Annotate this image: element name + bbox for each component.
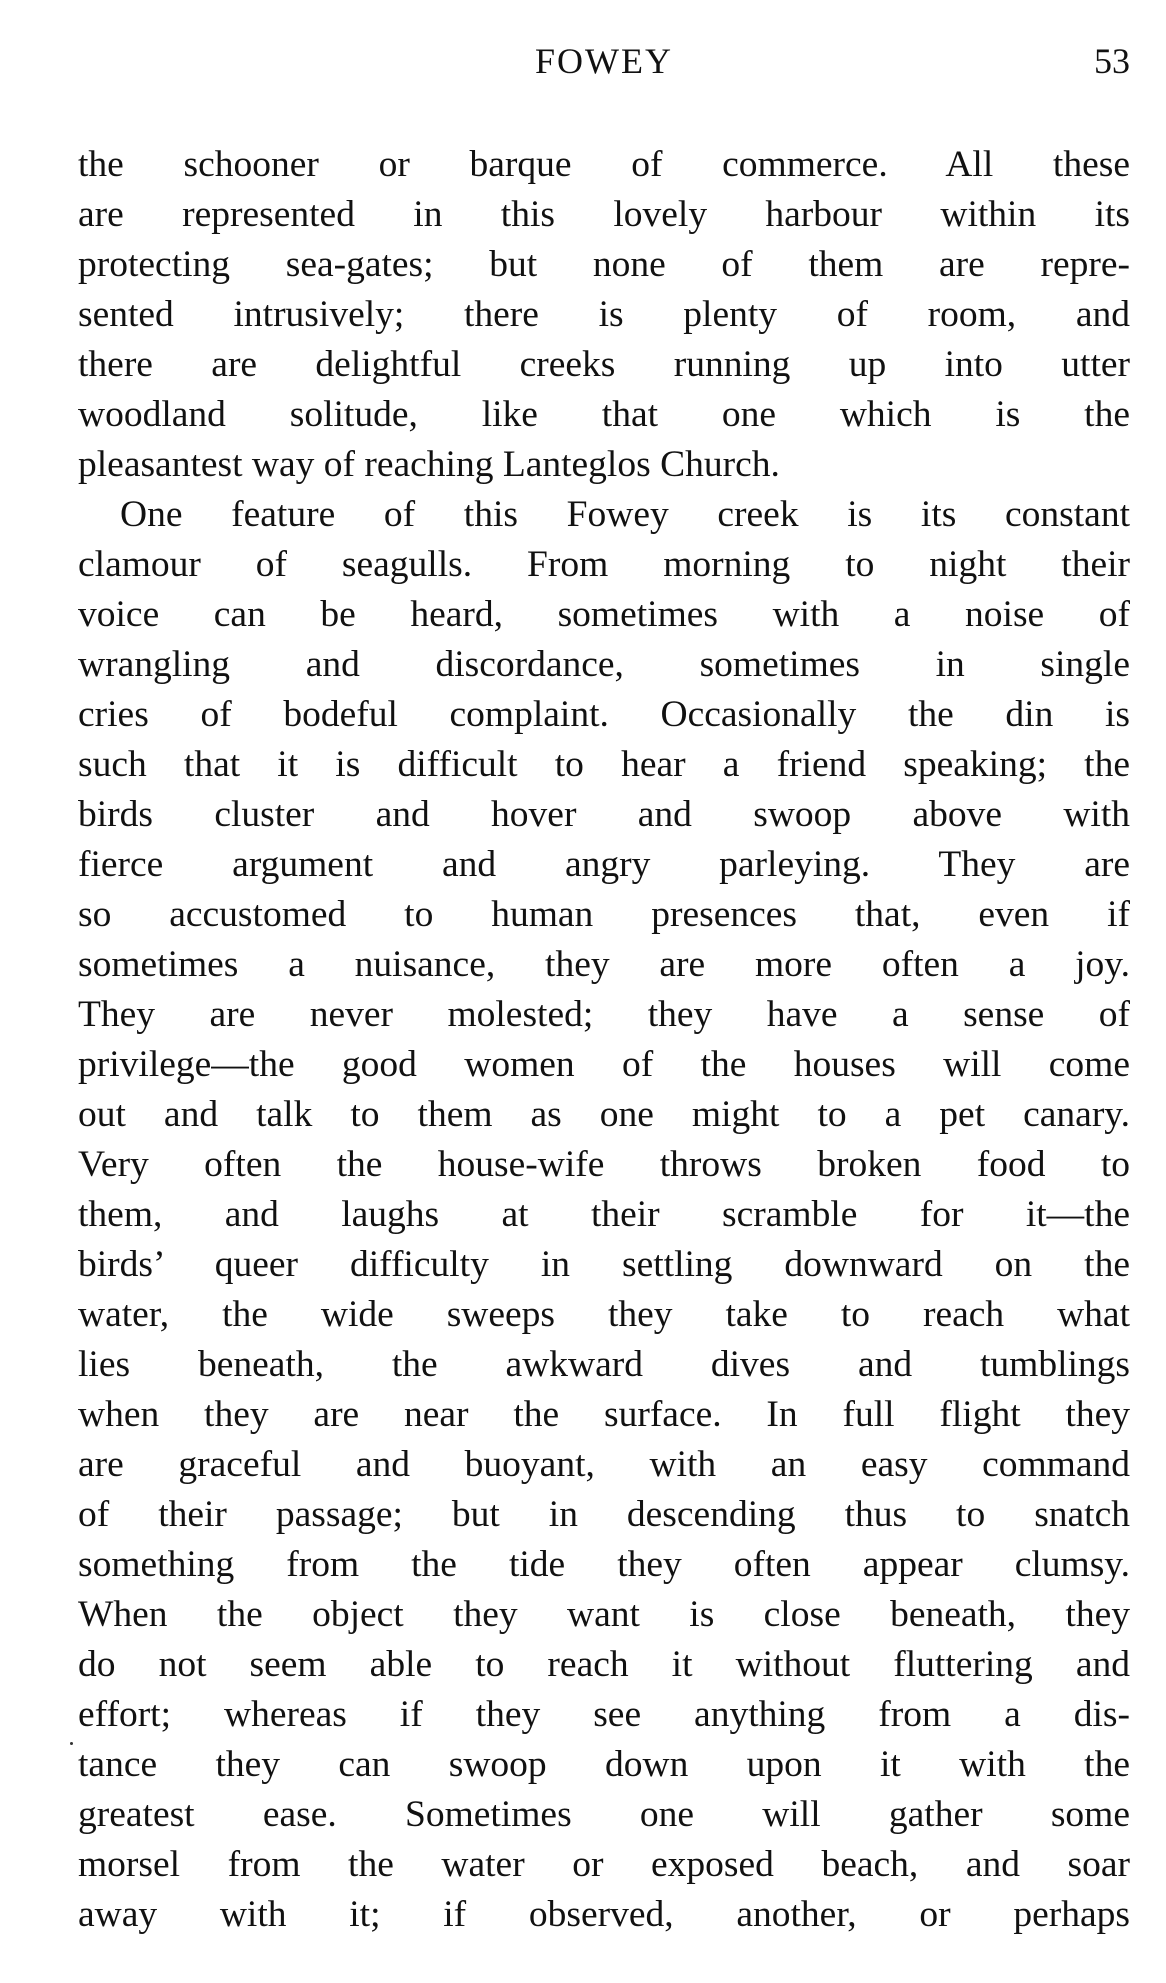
text-line: do not seem able to reach it without fluttering and [78,1644,1130,1685]
text-line: When the object they want is close beneath, they [78,1594,1130,1635]
text-line: sented intrusively; there is plenty of room, and [78,294,1130,335]
text-line: One feature of this Fowey creek is its constant [120,494,1130,535]
text-line: clamour of seagulls. From morning to night their [78,544,1130,585]
text-line: fierce argument and angry parleying. They are [78,844,1130,885]
text-line: out and talk to them as one might to a pet canary. [78,1094,1130,1135]
text-line: cries of bodeful complaint. Occasionally the din is [78,694,1130,735]
text-line: of their passage; but in descending thus to snatch [78,1494,1130,1535]
text-line: greatest ease. Sometimes one will gather some [78,1794,1130,1835]
text-line: birds’ queer difficulty in settling downward on the [78,1244,1130,1285]
running-header [78,40,1130,90]
chapter-title: FOWEY [535,41,673,81]
text-line: so accustomed to human presences that, even if [78,894,1130,935]
text-line: birds cluster and hover and swoop above with [78,794,1130,835]
text-line: privilege—the good women of the houses will come [78,1044,1130,1085]
text-line: are graceful and buoyant, with an easy command [78,1444,1130,1485]
text-line: voice can be heard, sometimes with a noise of [78,594,1130,635]
text-line: Very often the house-wife throws broken food to [78,1144,1130,1185]
text-line: sometimes a nuisance, they are more often a joy. [78,944,1130,985]
text-line: pleasantest way of reaching Lanteglos Church. [78,444,780,485]
text-line: wrangling and discordance, sometimes in single [78,644,1130,685]
text-line: there are delightful creeks running up into utter [78,344,1130,385]
text-line: them, and laughs at their scramble for it—the [78,1194,1130,1235]
text-line: They are never molested; they have a sense of [78,994,1130,1035]
scan-speck [70,1742,73,1745]
text-line: protecting sea-gates; but none of them are repre- [78,244,1130,285]
text-line: tance they can swoop down upon it with the [78,1744,1130,1785]
text-line: such that it is difficult to hear a friend speaking; the [78,744,1130,785]
body-text [78,140,1130,1940]
text-line: woodland solitude, like that one which is the [78,394,1130,435]
text-line: morsel from the water or exposed beach, and soar [78,1844,1130,1885]
text-line: lies beneath, the awkward dives and tumblings [78,1344,1130,1385]
text-line: the schooner or barque of commerce. All these [78,144,1130,185]
text-line: water, the wide sweeps they take to reach what [78,1294,1130,1335]
text-line: when they are near the surface. In full flight they [78,1394,1130,1435]
text-line: effort; whereas if they see anything from a dis- [78,1694,1130,1735]
text-line: are represented in this lovely harbour within its [78,194,1130,235]
text-line: something from the tide they often appear clumsy. [78,1544,1130,1585]
text-line: away with it; if observed, another, or perhaps [78,1894,1130,1935]
page-number: 53 [1094,41,1130,81]
